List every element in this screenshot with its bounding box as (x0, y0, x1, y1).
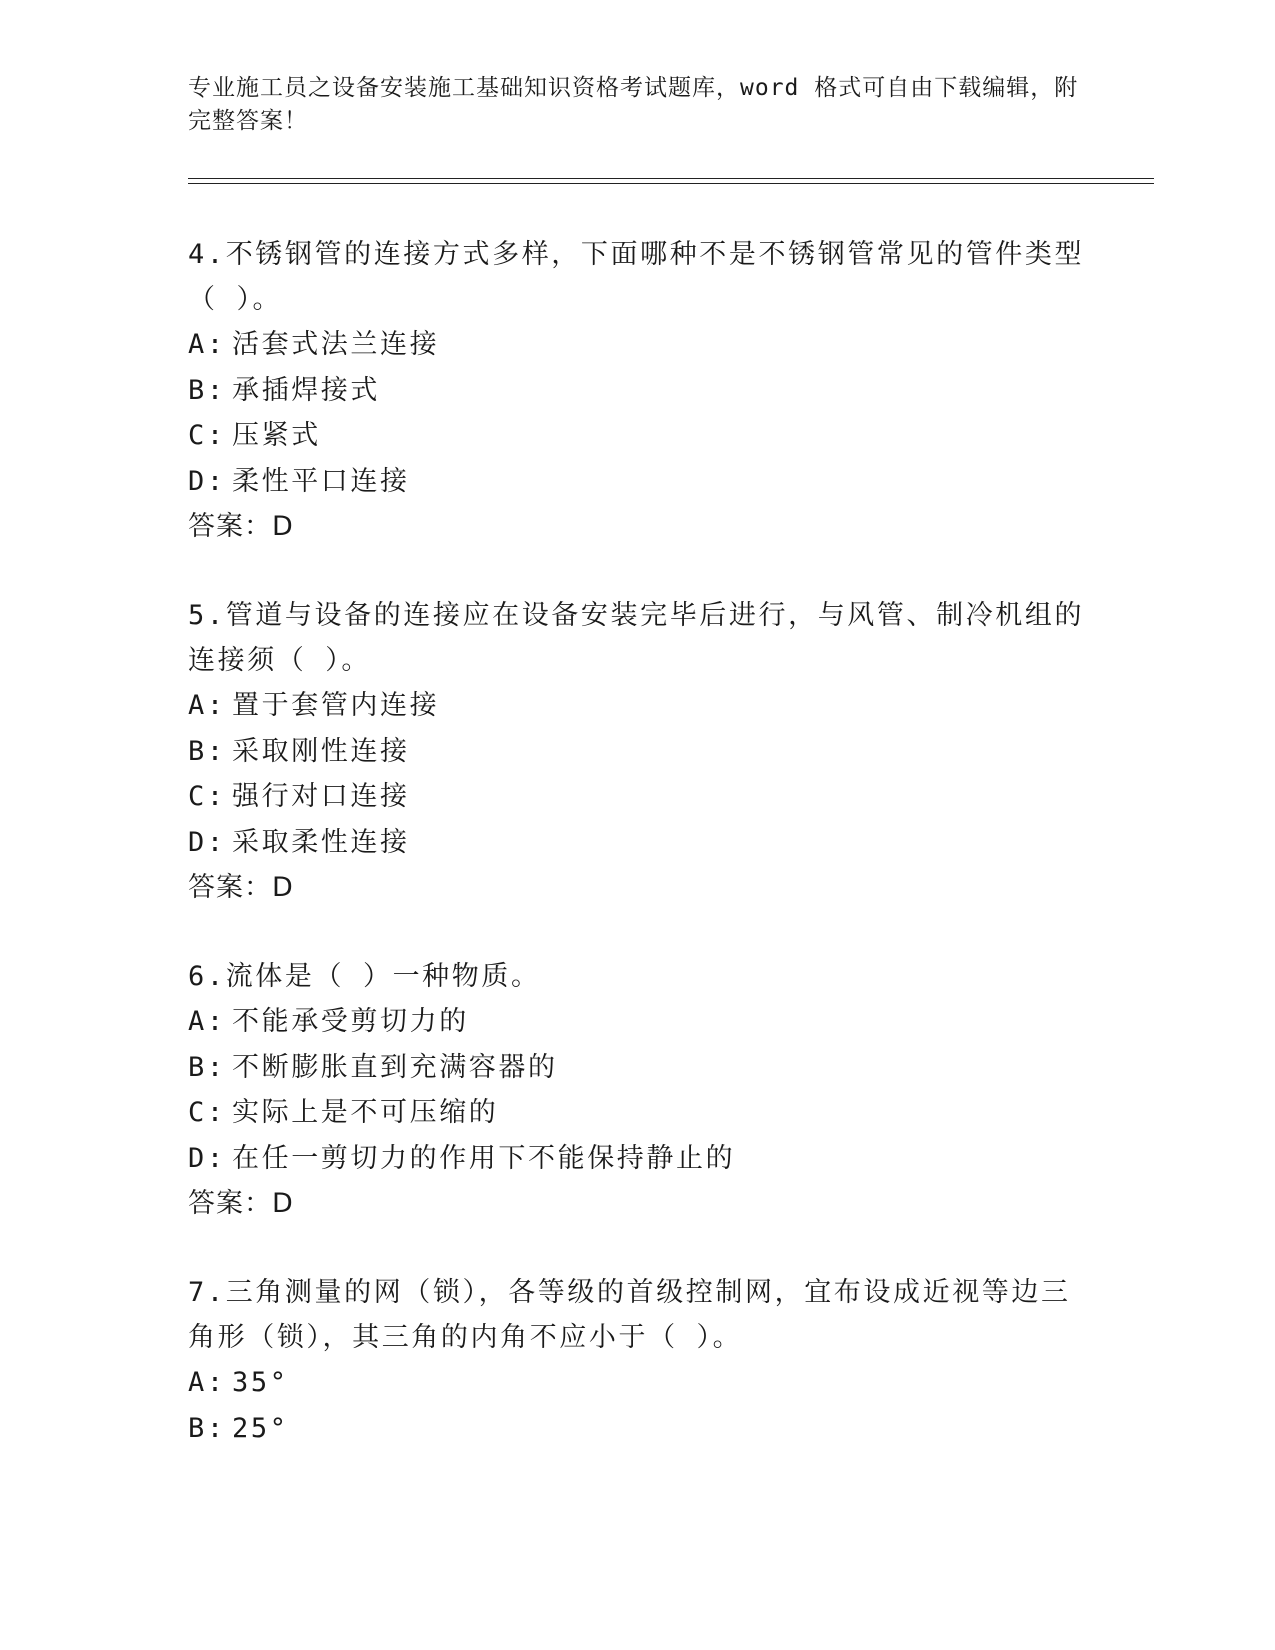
option-key: A: (188, 1006, 226, 1037)
option-key: D: (188, 1142, 226, 1174)
header-divider-bottom (188, 183, 1154, 184)
option-text: 采取刚性连接 (232, 735, 410, 767)
option-text: 强行对口连接 (232, 781, 410, 812)
question-list (188, 232, 1088, 1494)
option-row (188, 459, 1088, 505)
option-row (188, 368, 1088, 414)
option-text: 25° (232, 1412, 289, 1444)
option-key: B: (188, 1412, 226, 1444)
option-key: D: (188, 826, 226, 858)
option-key: B: (188, 735, 226, 767)
option-row (188, 322, 1088, 368)
option-row (188, 683, 1088, 729)
option-row (188, 1045, 1088, 1091)
option-row (188, 1360, 1088, 1406)
document-intro: 专业施工员之设备安装施工基础知识资格考试题库，word 格式可自由下载编辑，附完整答案！ (188, 75, 1079, 134)
option-text: 压紧式 (232, 420, 321, 451)
option-text: 活套式法兰连接 (232, 329, 440, 360)
question-stem: 5.管道与设备的连接应在设备安装完毕后进行，与风管、制冷机组的连接须（ ）。 (188, 600, 1085, 676)
option-row (188, 413, 1088, 459)
option-key: C: (188, 1097, 226, 1128)
option-key: C: (188, 781, 226, 812)
option-text: 不断膨胀直到充满容器的 (232, 1051, 558, 1083)
option-text: 不能承受剪切力的 (232, 1006, 469, 1037)
option-text: 采取柔性连接 (232, 826, 410, 858)
option-text: 在任一剪切力的作用下不能保持静止的 (232, 1142, 736, 1174)
option-text: 置于套管内连接 (232, 690, 440, 721)
option-row (188, 1136, 1088, 1182)
question-block (188, 593, 1088, 911)
option-row (188, 774, 1088, 820)
question-block (188, 1270, 1088, 1451)
answer-line: 答案：D (188, 511, 294, 542)
option-row (188, 820, 1088, 866)
option-row (188, 729, 1088, 775)
option-key: B: (188, 1051, 226, 1083)
answer-line: 答案：D (188, 1188, 294, 1219)
option-text: 承插焊接式 (232, 374, 380, 406)
option-row (188, 1090, 1088, 1136)
question-block (188, 954, 1088, 1227)
option-text: 柔性平口连接 (232, 465, 410, 497)
option-key: A: (188, 329, 226, 360)
option-text: 35° (232, 1367, 289, 1398)
option-text: 实际上是不可压缩的 (232, 1097, 499, 1128)
question-stem: 7.三角测量的网（锁），各等级的首级控制网，宜布设成近视等边三角形（锁），其三角的内角不应小于（ ）。 (188, 1277, 1071, 1353)
option-key: C: (188, 420, 226, 451)
option-key: A: (188, 1367, 226, 1398)
option-row (188, 999, 1088, 1045)
answer-line: 答案：D (188, 872, 294, 903)
option-key: A: (188, 690, 226, 721)
option-key: B: (188, 374, 226, 406)
question-stem: 4.不锈钢管的连接方式多样，下面哪种不是不锈钢管常见的管件类型（ ）。 (188, 239, 1085, 315)
option-key: D: (188, 465, 226, 497)
header-divider-top (188, 178, 1154, 179)
question-block (188, 232, 1088, 550)
question-stem: 6.流体是（ ）一种物质。 (188, 961, 541, 992)
option-row (188, 1406, 1088, 1452)
